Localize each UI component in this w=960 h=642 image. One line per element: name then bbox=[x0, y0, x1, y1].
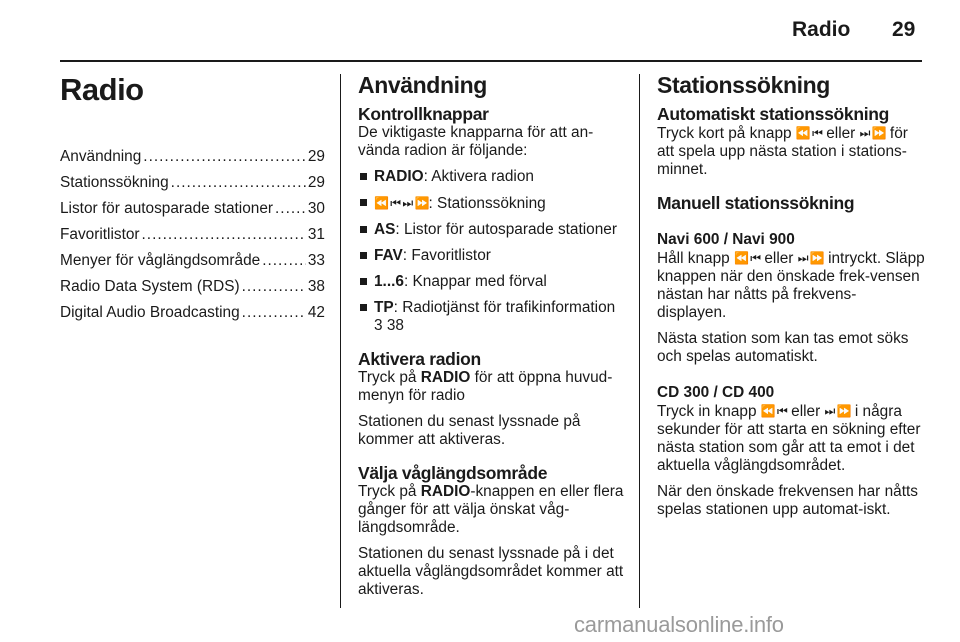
page-header bbox=[0, 0, 960, 64]
toc-leader bbox=[262, 252, 306, 270]
variant-heading: CD 300 / CD 400 bbox=[657, 384, 775, 401]
toc-label: Favoritlistor bbox=[60, 226, 140, 243]
toc-entry[interactable] bbox=[60, 278, 325, 296]
key-label: RADIO bbox=[420, 369, 471, 386]
key-label: 1...6 bbox=[374, 273, 404, 290]
toc-entry[interactable] bbox=[60, 174, 325, 192]
item-text: : Favoritlistor bbox=[402, 247, 491, 264]
item-text: : Stationssökning bbox=[428, 195, 546, 212]
toc-leader bbox=[142, 226, 306, 244]
toc-list bbox=[60, 148, 325, 322]
toc-page: 38 bbox=[307, 278, 325, 295]
toc-page: 29 bbox=[307, 174, 325, 191]
toc-page: 29 bbox=[307, 148, 325, 165]
toc-page: 42 bbox=[307, 304, 325, 321]
seek-forward-icon: ⏭ ⏩ bbox=[797, 251, 824, 265]
chapter-title: Radio bbox=[60, 72, 144, 107]
toc-leader bbox=[143, 148, 306, 166]
header-title: Radio bbox=[792, 18, 851, 41]
subsection-title: Kontrollknappar bbox=[358, 104, 489, 124]
item-text: : Radiotjänst för trafikinformation bbox=[393, 299, 616, 316]
seek-back-icon: ⏪ ⏮ bbox=[760, 404, 787, 418]
section-title: Stationssökning bbox=[657, 72, 830, 98]
page-reference[interactable]: 3 38 bbox=[374, 317, 404, 334]
toc-leader bbox=[275, 200, 306, 218]
toc-entry[interactable] bbox=[60, 200, 325, 218]
section-title: Användning bbox=[358, 72, 487, 98]
subsection-title: Manuell stationssökning bbox=[657, 193, 855, 213]
bullet-icon bbox=[360, 199, 367, 206]
toc-label: Listor för autosparade stationer bbox=[60, 200, 274, 217]
column-divider bbox=[639, 74, 640, 608]
seek-buttons-icon: ⏪ ⏮ ⏭ ⏩ bbox=[374, 196, 429, 210]
seek-back-icon: ⏪ ⏮ bbox=[734, 251, 761, 265]
toc-leader bbox=[171, 174, 306, 192]
seek-back-icon: ⏪ ⏮ bbox=[795, 126, 822, 140]
item-text: : Listor för autosparade stationer bbox=[395, 221, 617, 238]
toc-column bbox=[60, 70, 325, 330]
toc-entry[interactable] bbox=[60, 226, 325, 244]
toc-label: Menyer för våglängdsområde bbox=[60, 252, 261, 269]
toc-label: Användning bbox=[60, 148, 142, 165]
header-rule bbox=[60, 60, 922, 62]
seek-forward-icon: ⏭ ⏩ bbox=[824, 404, 851, 418]
variant-heading: Navi 600 / Navi 900 bbox=[657, 231, 795, 248]
toc-entry[interactable] bbox=[60, 304, 325, 322]
key-label: RADIO bbox=[374, 168, 424, 185]
paragraph: Tryck in knapp ⏪ ⏮ eller ⏭ ⏩ i några sekunder för att starta en sökning efter nästa station som går att ta emot i det aktuella våglängdsområdet. bbox=[657, 403, 921, 474]
toc-page: 30 bbox=[307, 200, 325, 217]
toc-entry[interactable] bbox=[60, 252, 325, 270]
bullet-icon bbox=[360, 304, 367, 311]
key-label: AS bbox=[374, 221, 396, 238]
list-item bbox=[358, 273, 626, 291]
paragraph: Nästa station som kan tas emot söks och spelas automatiskt. bbox=[657, 330, 909, 365]
watermark: carmanualsonline.info bbox=[574, 612, 784, 637]
subsection-title: Aktivera radion bbox=[358, 349, 481, 369]
toc-leader bbox=[242, 278, 306, 296]
paragraph: Tryck på RADIO för att öppna huvud-menyn för radio bbox=[358, 369, 613, 404]
paragraph: De viktigaste knapparna för att an-vända radion är följande: bbox=[358, 124, 594, 159]
bullet-icon bbox=[360, 173, 367, 180]
toc-label: Digital Audio Broadcasting bbox=[60, 304, 240, 321]
list-item bbox=[358, 299, 626, 335]
key-label: RADIO bbox=[420, 483, 471, 500]
paragraph: Stationen du senast lyssnade på i det aktuella våglängdsområdet kommer att aktiveras. bbox=[358, 545, 624, 598]
paragraph: Håll knapp ⏪ ⏮ eller ⏭ ⏩ intryckt. Släpp knappen när den önskade frek-vensen nästan har nåtts på frekvens-displayen. bbox=[657, 250, 925, 321]
bullet-icon bbox=[360, 278, 367, 285]
usage-column bbox=[358, 70, 626, 607]
bullet-icon bbox=[360, 252, 367, 259]
paragraph: När den önskade frekvensen har nåtts spelas stationen upp automat-iskt. bbox=[657, 483, 918, 518]
header-page-number: 29 bbox=[892, 18, 916, 41]
bullet-icon bbox=[360, 226, 367, 233]
paragraph: Tryck kort på knapp ⏪ ⏮ eller ⏭ ⏩ för att spela upp nästa station i stations-minnet. bbox=[657, 125, 908, 178]
controls-list bbox=[358, 168, 626, 335]
list-item bbox=[358, 168, 626, 186]
subsection-title: Välja våglängdsområde bbox=[358, 463, 548, 483]
toc-page: 33 bbox=[307, 252, 325, 269]
key-label: TP bbox=[374, 299, 394, 316]
search-column bbox=[657, 70, 925, 527]
paragraph: Tryck på RADIO-knappen en eller flera gånger för att välja önskat våg-längdsområde. bbox=[358, 483, 624, 536]
item-text: : Knappar med förval bbox=[403, 273, 547, 290]
list-item bbox=[358, 221, 626, 239]
toc-leader bbox=[242, 304, 306, 322]
paragraph: Stationen du senast lyssnade på kommer att aktiveras. bbox=[358, 413, 581, 448]
toc-page: 31 bbox=[307, 226, 325, 243]
toc-label: Radio Data System (RDS) bbox=[60, 278, 240, 295]
key-label: FAV bbox=[374, 247, 403, 264]
subsection-title: Automatiskt stationssökning bbox=[657, 104, 890, 124]
list-item bbox=[358, 247, 626, 265]
seek-forward-icon: ⏭ ⏩ bbox=[859, 126, 886, 140]
item-text: : Aktivera radion bbox=[423, 168, 534, 185]
list-item bbox=[358, 194, 626, 213]
toc-entry[interactable] bbox=[60, 148, 325, 166]
column-divider bbox=[340, 74, 341, 608]
toc-label: Stationssökning bbox=[60, 174, 169, 191]
